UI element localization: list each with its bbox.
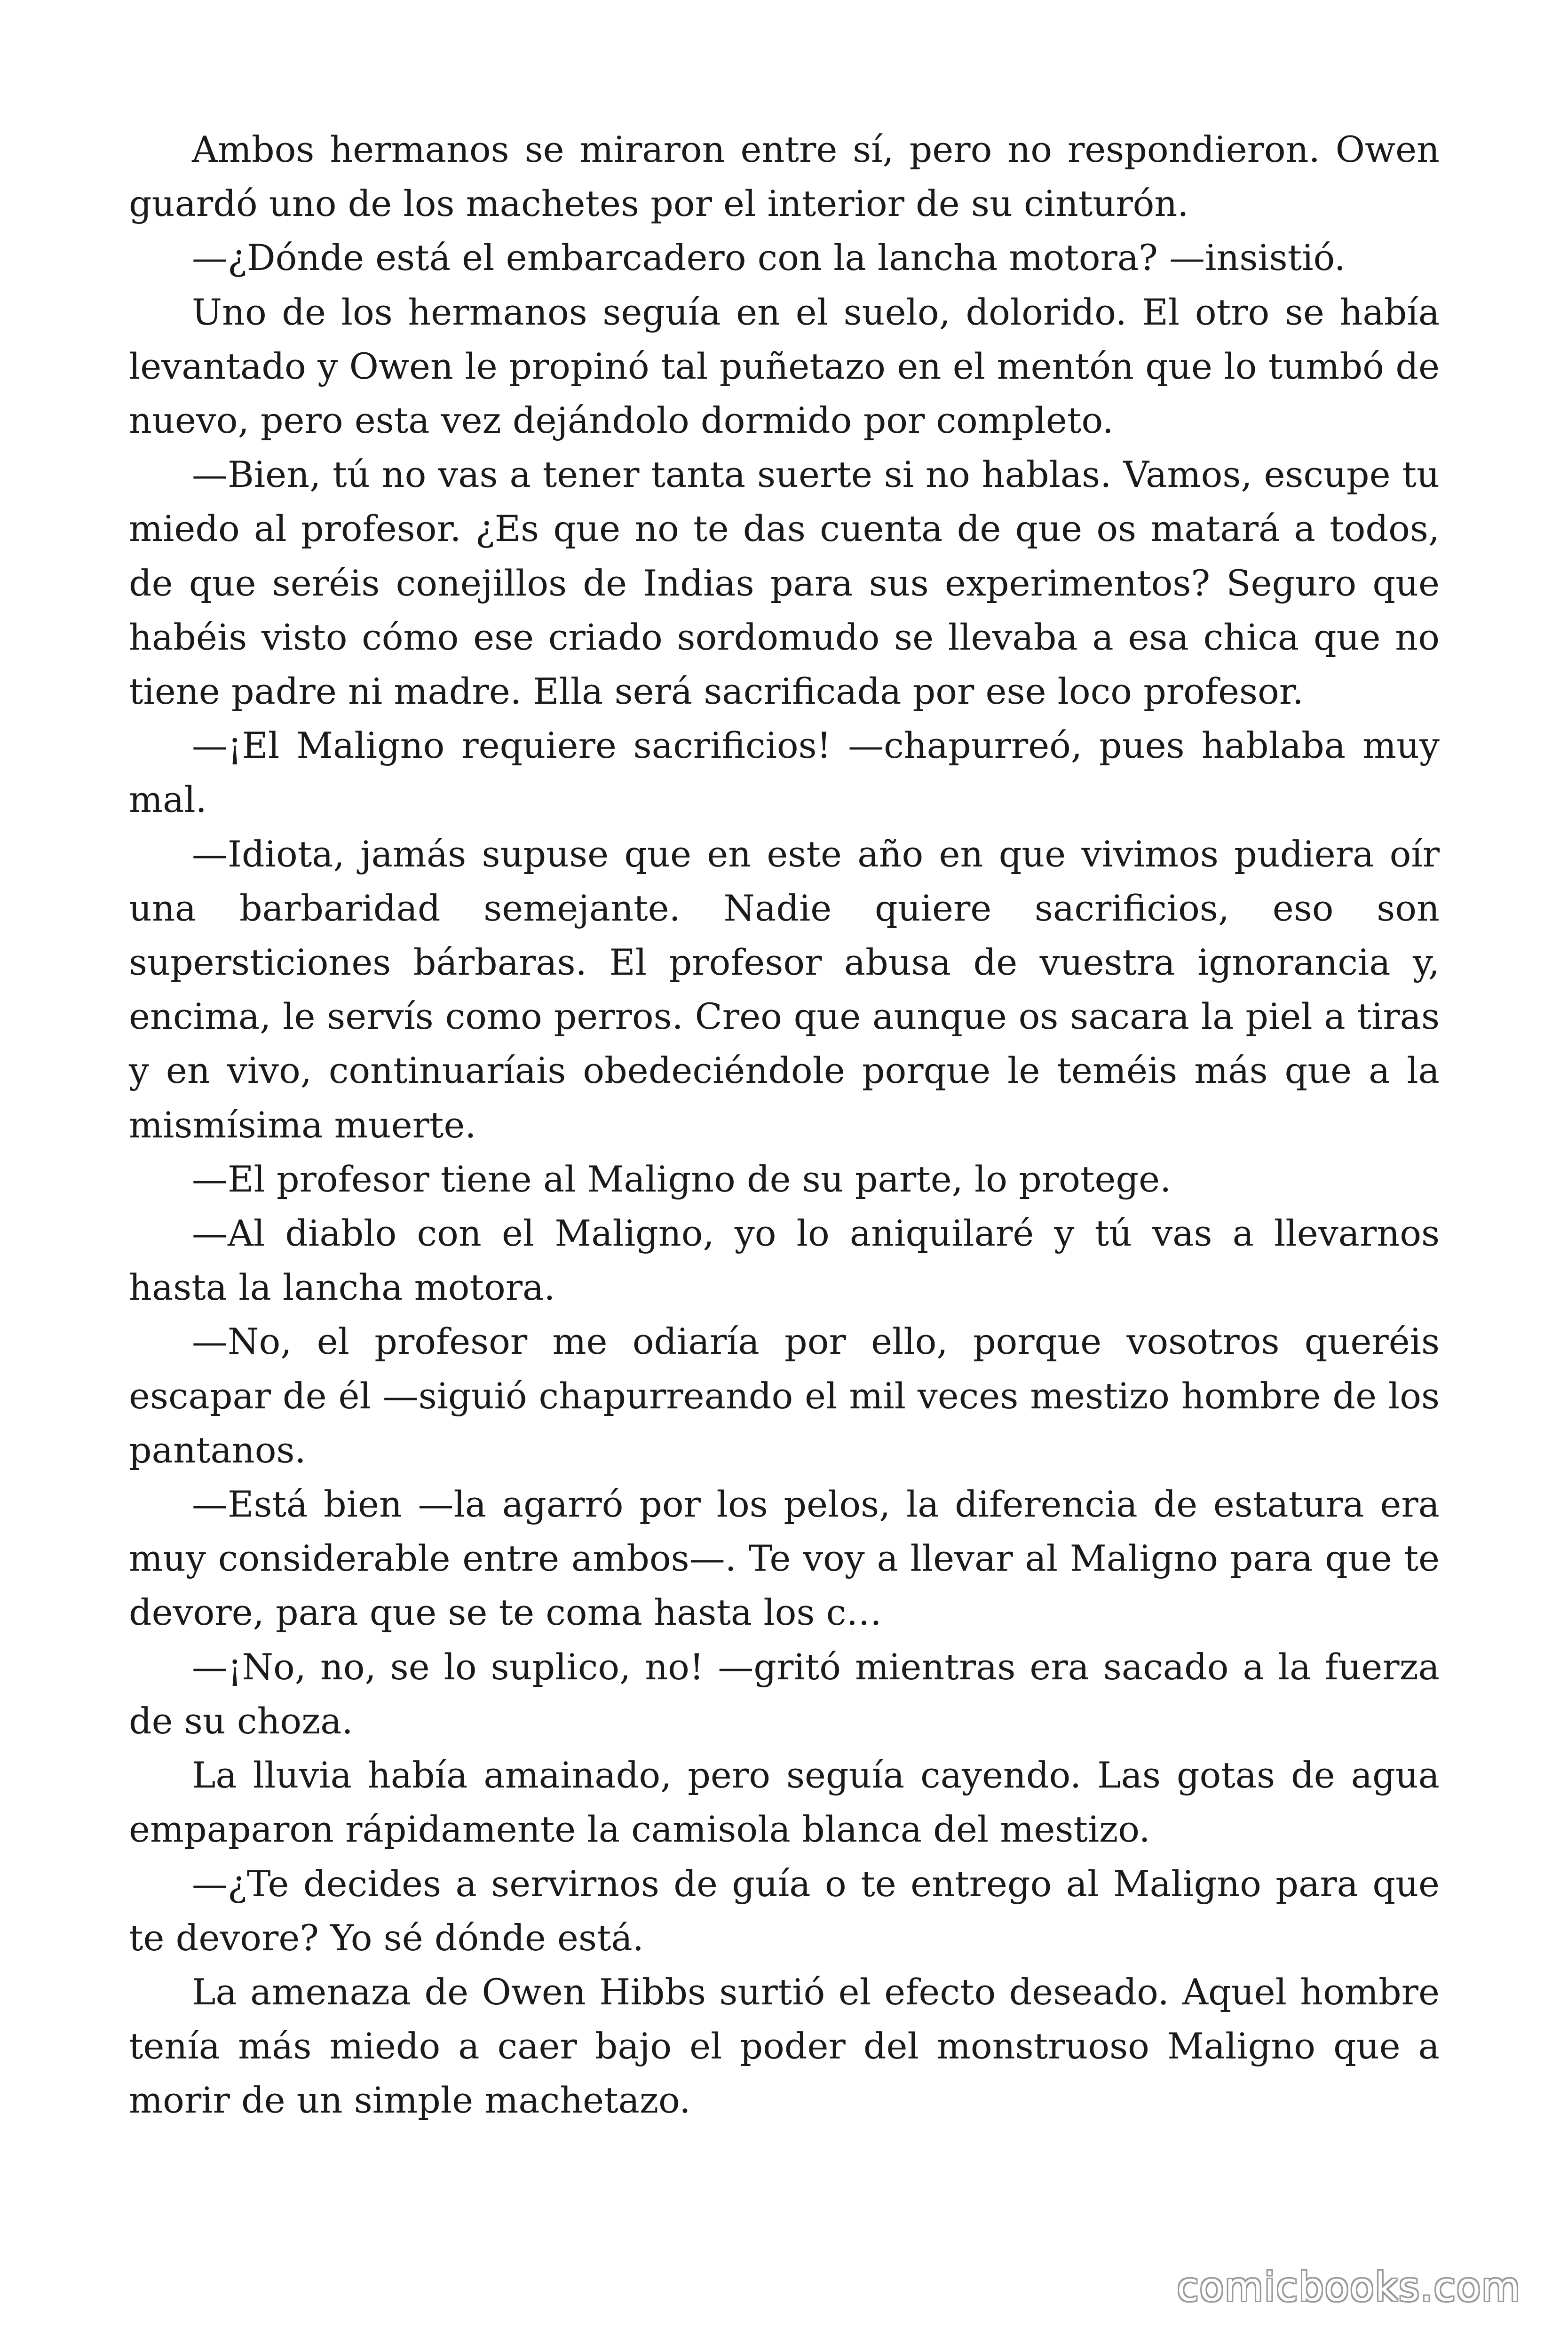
paragraph-5: —¡El Maligno requiere sacrificios! —chapurreó, pues hablaba muy mal.: [129, 724, 1440, 821]
book-page-text: [129, 122, 1440, 2128]
paragraph-12: La lluvia había amainado, pero seguía cayendo. Las gotas de agua empaparon rápidamente la camisola blanca del mestizo.: [129, 1754, 1440, 1851]
paragraph-2: —¿Dónde está el embarcadero con la lancha motora? —insistió.: [192, 237, 1346, 279]
paragraph-9: —No, el profesor me odiaría por ello, porque vosotros queréis escapar de él —siguió chapurreando el mil veces mestizo hombre de los pantanos.: [129, 1320, 1440, 1471]
paragraph-13: —¿Te decides a servirnos de guía o te entrego al Maligno para que te devore? Yo sé dónde está.: [129, 1862, 1440, 1959]
paragraph-11: —¡No, no, se lo suplico, no! —gritó mientras era sacado a la fuerza de su choza.: [129, 1645, 1440, 1742]
paragraph-4: —Bien, tú no vas a tener tanta suerte si no hablas. Vamos, escupe tu miedo al profesor. ¿Es que no te das cuenta de que os matará a todos, de que seréis conejillos de Indias para sus experimentos? Seguro que habéis visto cómo ese criado sordomudo se llevaba a esa chica que no tiene padre ni madre. Ella será sacrificada por ese loco profesor.: [129, 453, 1440, 713]
paragraph-3: Uno de los hermanos seguía en el suelo, dolorido. El otro se había levantado y Owen le propinó tal puñetazo en el mentón que lo tumbó de nuevo, pero esta vez dejándolo dormido por completo.: [129, 291, 1440, 442]
watermark: comicbooks.com: [1177, 2264, 1521, 2310]
paragraph-10: —Está bien —la agarró por los pelos, la diferencia de estatura era muy considerable entre ambos—. Te voy a llevar al Maligno para que te devore, para que se te coma hasta los c…: [129, 1483, 1440, 1634]
paragraph-8: —Al diablo con el Maligno, yo lo aniquilaré y tú vas a llevarnos hasta la lancha motora.: [129, 1212, 1440, 1309]
paragraph-1: Ambos hermanos se miraron entre sí, pero no respondieron. Owen guardó uno de los machetes por el interior de su cinturón.: [129, 128, 1440, 225]
paragraph-7: —El profesor tiene al Maligno de su parte, lo protege.: [192, 1158, 1172, 1200]
paragraph-6: —Idiota, jamás supuse que en este año en que vivimos pudiera oír una barbaridad semejante. Nadie quiere sacrificios, eso son supersticiones bárbaras. El profesor abusa de vuestra ignorancia y, encima, le servís como perros. Creo que aunque os sacara la piel a tiras y en vivo, continuaríais obedeciéndole porque le teméis más que a la mismísima muerte.: [129, 833, 1440, 1146]
paragraph-14: La amenaza de Owen Hibbs surtió el efecto deseado. Aquel hombre tenía más miedo a caer bajo el poder del monstruoso Maligno que a morir de un simple machetazo.: [129, 1971, 1440, 2122]
